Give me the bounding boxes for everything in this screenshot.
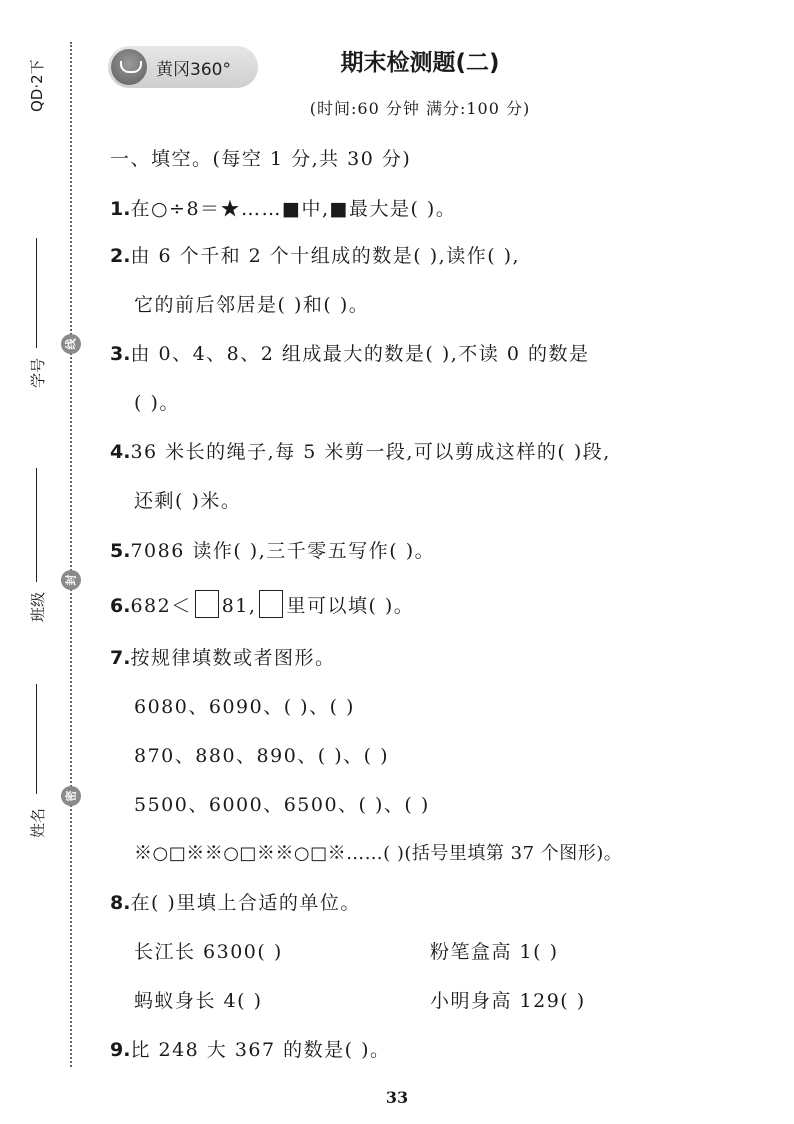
- question-4-cont: 还剩( )米。: [134, 490, 242, 512]
- student-id-label: 学号: [29, 357, 47, 388]
- page-title: 期末检测题(二): [340, 50, 500, 76]
- shape-pattern: ※○□※※○□※※○□※……( )(括号里填第 37 个图形)。: [134, 843, 623, 864]
- mascot-icon: [111, 49, 147, 85]
- seal-line-mark: 线: [61, 334, 81, 354]
- page-number: 33: [385, 1088, 409, 1107]
- seal-secret-mark: 密: [61, 786, 81, 806]
- unit-ant: 蚂蚁身长 4( ): [134, 990, 263, 1012]
- question-4: 4.36 米长的绳子,每 5 米剪一段,可以剪成这样的( )段,: [110, 441, 611, 463]
- question-8: 8.在( )里填上合适的单位。: [110, 892, 361, 914]
- brand-badge: [108, 46, 258, 88]
- sequence-2: 870、880、890、( )、( ): [134, 745, 390, 767]
- seal-seal-mark: 封: [61, 570, 81, 590]
- name-field[interactable]: [36, 684, 38, 794]
- answer-box[interactable]: [195, 590, 219, 618]
- question-2-cont: 它的前后邻居是( )和( )。: [134, 294, 370, 316]
- question-7: 7.按规律填数或者图形。: [110, 647, 336, 669]
- question-2: 2.由 6 个千和 2 个十组成的数是( ),读作( ),: [110, 245, 521, 267]
- question-1: 1.在○÷8＝★……■中,■最大是( )。: [110, 198, 457, 220]
- question-3-cont: ( )。: [134, 392, 180, 414]
- grade-code: QD·2下: [28, 59, 46, 112]
- question-3: 3.由 0、4、8、2 组成最大的数是( ),不读 0 的数是: [110, 343, 590, 365]
- section-heading: 一、填空。(每空 1 分,共 30 分): [110, 148, 412, 170]
- student-id-field[interactable]: [36, 238, 38, 348]
- unit-chalk-box: 粉笔盒高 1( ): [430, 941, 559, 963]
- class-field[interactable]: [36, 468, 38, 582]
- name-label: 姓名: [29, 807, 47, 838]
- unit-yangtze: 长江长 6300( ): [134, 941, 283, 963]
- question-6: 6.682＜ 81, 里可以填( )。: [110, 590, 730, 618]
- question-9: 9.比 248 大 367 的数是( )。: [110, 1039, 391, 1061]
- exam-info: (时间:60 分钟 满分:100 分): [309, 99, 531, 118]
- binding-dotted-line: [70, 42, 72, 1067]
- sequence-3: 5500、6000、6500、( )、( ): [134, 794, 430, 816]
- class-label: 班级: [29, 591, 47, 622]
- brand-name: 黄冈360°: [156, 60, 231, 80]
- question-5: 5.7086 读作( ),三千零五写作( )。: [110, 540, 436, 562]
- unit-xiaoming: 小明身高 129( ): [430, 990, 586, 1012]
- answer-box[interactable]: [259, 590, 283, 618]
- sequence-1: 6080、6090、( )、( ): [134, 696, 355, 718]
